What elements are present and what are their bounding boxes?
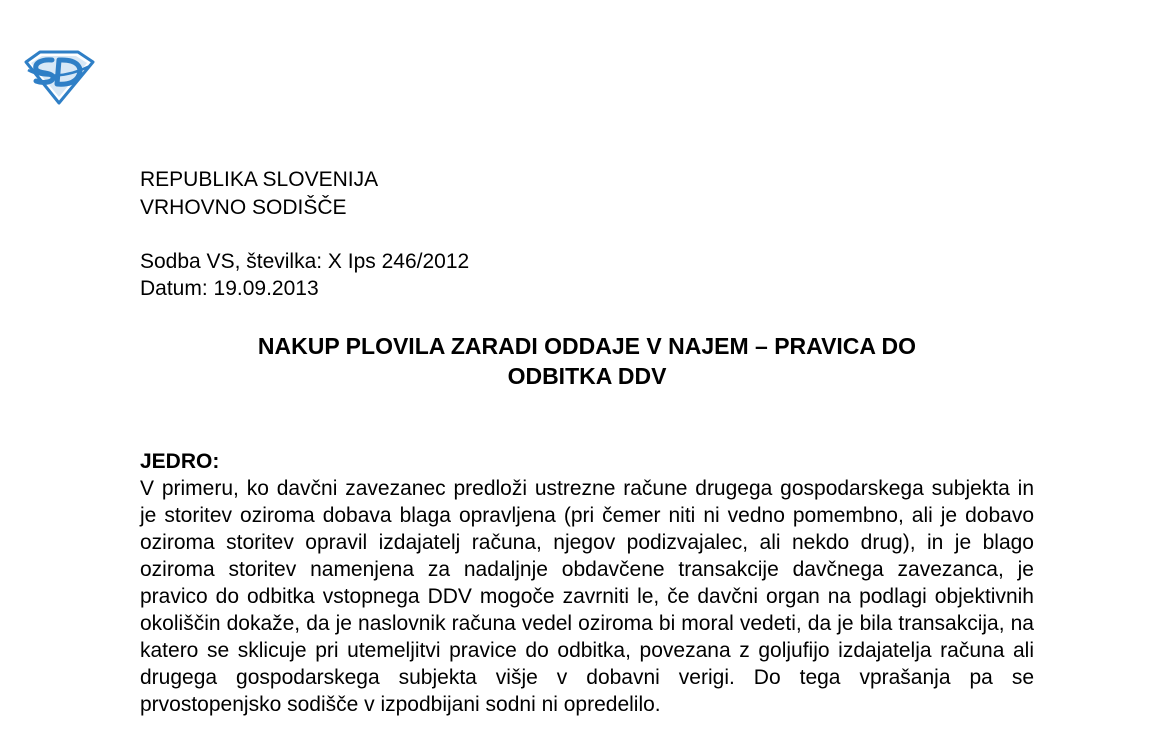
document-title-line-1: NAKUP PLOVILA ZARADI ODDAJE V NAJEM – PRAVICA DO [257, 333, 917, 359]
case-date: Datum: 19.09.2013 [140, 277, 319, 300]
republic-name: REPUBLIKA SLOVENIJA [140, 168, 379, 191]
document-title-line-2: ODBITKA DDV [507, 363, 667, 389]
sd-shield-logo-icon [22, 48, 96, 106]
section-heading: JEDRO: [140, 450, 220, 473]
document-title [140, 331, 1034, 391]
case-meta [140, 248, 469, 302]
case-number: Sodba VS, številka: X Ips 246/2012 [140, 250, 470, 273]
section-body: V primeru, ko davčni zavezanec predloži ustrezne račune drugega gospodarskega subjekta in je storitev oziroma dobava blaga opravljena (pri čemer niti ni vedno pomembno, ali je dobavo oziroma storitev opravil izdajatelj računa, njegov podizvajalec, ali nekdo drug), in je blago oziroma storitev namenjena za nadaljnje obdavčene transakcije davčnega zavezanca, je pravico do odbitka vstopnega DDV mogoče zavrniti le, če davčni organ na podlagi objektivnih okoliščin dokaže, da je naslovnik računa vedel oziroma bi moral vedeti, da je bila transakcija, na katero se sklicuje pri utemeljitvi pravice do odbitka, povezana z goljufijo izdajatelja računa ali drugega gospodarskega subjekta višje v dobavni verigi. Do tega vprašanja pa se prvostopenjsko sodišče v izpodbijani sodni ni opredelilo. [140, 477, 1034, 716]
document-header [140, 166, 378, 222]
court-name: VRHOVNO SODIŠČE [140, 196, 347, 219]
